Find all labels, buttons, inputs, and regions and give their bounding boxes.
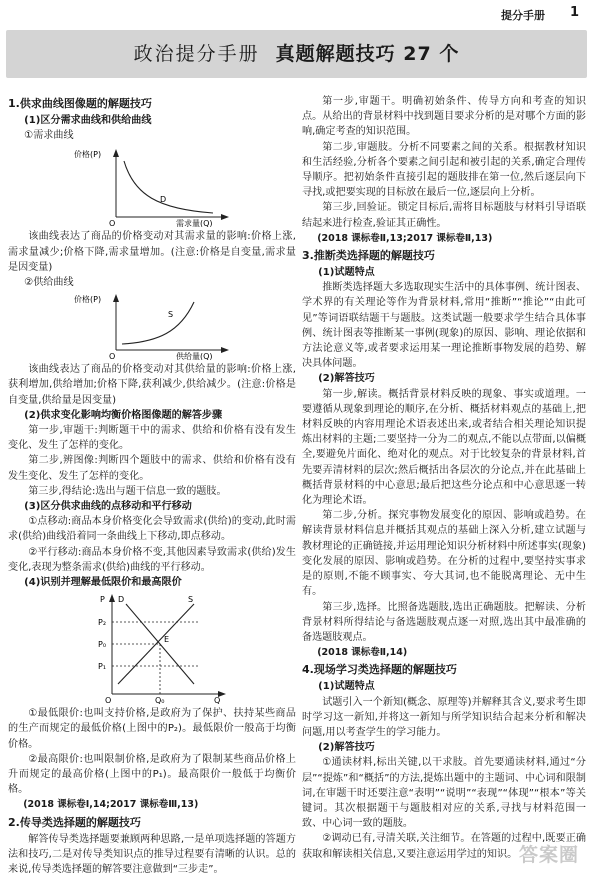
s4-sub1: (1)试题特点 [318, 681, 375, 693]
page-header [0, 0, 593, 28]
supply-label: ②供给曲线 [24, 277, 74, 289]
demand-origin: O [109, 219, 116, 228]
eq-xlabel: Q [214, 696, 221, 705]
min-price-text: ①最低限价:也叫支持价格,是政府为了保护、扶持某些商品的生产而规定的最低价格(上图中的P₂)。最低限价一般高于均衡价格。 [8, 708, 296, 750]
s3-step2: 第二步,分析。探究事物发展变化的原因、影响或趋势。在解读背景材料信息并概括其观点的基础上深入分析,建立试题与教材理论的正确链接,并运用理论知识分析材料中所述事实(现象)变化发展的原因、影响或趋势。在分析的过程中,要坚持实事求是的原则,不能不顾事实、夸大其词,也不能脱离理论、无中生有。 [302, 510, 586, 598]
watermark-logo: 答案圈 [518, 844, 579, 866]
r-step1: 第一步,审题干。明确初始条件、传导方向和考查的知识点。从给出的背景材料中找到题目要求分析的是对哪个方面的影响,确定考查的知识范围。 [302, 96, 586, 138]
eq-e-label: E [164, 635, 170, 645]
s1-point-move: ①点移动:商品本身价格变化会导致需求(供给)的变动,此时需求(供给)曲线沿着同一条曲线上下移动,即点移动。 [8, 516, 296, 543]
r-step3: 第三步,回验证。锁定目标后,需将目标题肢与材料引导语联结起来进行检查,验证其正确性。 [302, 202, 586, 229]
s1-step1: 第一步,审题干:判断题干中的需求、供给和价格有没有发生变化、发生了怎样的变化。 [8, 425, 296, 452]
demand-text: 该曲线表达了商品的价格变动对其需求量的影响:价格上涨,需求量减少;价格下降,需求量增加。(注意:价格是自变量,需求量是因变量) [8, 231, 296, 273]
s1-parallel-move: ②平行移动:商品本身价格不变,其他因素导致需求(供给)发生变化,表现为整条需求(供给)曲线的平行移动。 [8, 546, 296, 573]
supply-xlabel: 供给量(Q) [176, 352, 213, 361]
s1-sub2: (2)供求变化影响均衡价格图像题的解答步骤 [24, 409, 223, 421]
section-label: 提分手册 [501, 9, 545, 22]
eq-q0: Q₀ [155, 696, 165, 705]
s3-sub1: (1)试题特点 [318, 267, 375, 279]
banner-subtitle: 真题解题技巧 27 个 [275, 43, 460, 65]
eq-s-label: S [188, 595, 194, 605]
s4-tip1: ①通读材料,标出关键,以干求肢。首先要通读材料,通过“分层”“提炼”和“概括”的方法,提炼出题中的主题词、中心词和限制词,在审题干时还要注意“表明”“说明”“表现”“体现”“根本”等关键词。其次根据题干与题肢相对应的关系,寻找与材料范围一致、中心词一致的题肢。 [302, 757, 586, 830]
s1-sub1: (1)区分需求曲线和供给曲线 [24, 115, 152, 126]
equilibrium-price-chart [8, 592, 296, 704]
s1-citation: (2018 课标卷Ⅰ,14;2017 课标卷Ⅲ,13) [23, 799, 199, 811]
section-1-title: 1.供求曲线图像题的解题技巧 [8, 97, 152, 110]
s4-text1: 试题引入一个新知(概念、原理等)并解释其含义,要求考生即时学习这一新知,并将这一新知与所学知识结合起来分析和解决问题,用以考查学生的学习能力。 [302, 696, 586, 738]
section-3-title: 3.推断类选择题的解题技巧 [302, 249, 435, 263]
supply-origin: O [109, 352, 116, 361]
page-number: 1 [569, 5, 579, 20]
demand-curve-chart [8, 145, 296, 227]
banner-title: 政治提分手册 [133, 43, 260, 65]
eq-p2: P₂ [98, 618, 107, 628]
eq-p1: P₁ [98, 662, 107, 672]
r-citation-2: (2018 课标卷Ⅱ,14) [317, 647, 408, 659]
eq-d-label: D [118, 595, 125, 605]
s2-text: 解答传导类选择题要兼顾两种思路,一是单项选择题的答题方法和技巧,二是对传导类知识点的推导过程要有清晰的认识。总的来说,传导类选择题的解答要注意做到“三步走”。 [8, 833, 296, 876]
right-column [302, 94, 586, 862]
supply-text: 该曲线表达了商品的价格变动对其供给量的影响:价格上涨,获利增加,供给增加;价格下降,获利减少,供给减少。(注意:价格是自变量,供给量是因变量) [8, 364, 296, 406]
s1-sub4: (4)识别并理解最低限价和最高限价 [24, 577, 182, 589]
title-banner [6, 30, 587, 78]
s1-step3: 第三步,得结论:选出与题干信息一致的题肢。 [28, 485, 227, 497]
section-4-title: 4.现场学习类选择题的解题技巧 [302, 663, 457, 677]
s3-sub2: (2)解答技巧 [318, 373, 375, 385]
demand-label: ①需求曲线 [24, 130, 74, 142]
eq-p0: P₀ [98, 640, 107, 650]
r-citation-1: (2018 课标卷Ⅱ,13;2017 课标卷Ⅱ,13) [317, 232, 493, 244]
section-2-title: 2.传导类选择题的解题技巧 [8, 815, 141, 829]
demand-xlabel: 需求量(Q) [176, 219, 213, 228]
supply-curve-label: S [168, 310, 174, 320]
supply-curve-chart [8, 292, 296, 360]
demand-ylabel: 价格(P) [74, 150, 102, 160]
s4-tip2: ②调动已有,寻清关联,关注细节。在答题的过程中,既要正确获取和解读相关信息,又要注意运用学过的知识。 [302, 833, 586, 860]
s3-step1: 第一步,解读。概括背景材料反映的现象、事实或道理。一要遵循从现象到理论的顺序,在分析、概括材料观点的基础上,把材料反映的内容用理论术语表述出来,或者结合相关理论知识提炼出材料的主题;二要坚持一分为二的观点,不能以点带面,以偏概全,要避免片面化、绝对化的观点。对于比较复杂的背景材料,首先要弄清材料的层次;然后概括出各层次的分论点,并在此基础上概括背景材料的中心意思;最后把这些分论点和中心意思逐一转化为理论术语。 [302, 388, 586, 507]
left-column [8, 94, 296, 877]
demand-curve-label: D [160, 195, 167, 205]
eq-ylabel: P [100, 595, 105, 605]
eq-origin: O [105, 696, 112, 705]
s4-sub2: (2)解答技巧 [318, 742, 375, 754]
s1-step2: 第二步,辨图像:判断四个题肢中的需求、供给和价格有没有发生变化、发生了怎样的变化。 [8, 455, 296, 482]
s3-step3: 第三步,选择。比照备选题肢,选出正确题肢。把解读、分析背景材料所得结论与备选题肢观点逐一对照,选出其中最准确的备选题肢观点。 [302, 601, 586, 643]
supply-ylabel: 价格(P) [74, 295, 102, 305]
r-step2: 第二步,审题肢。分析不同要素之间的关系。根据教材知识和生活经验,分析各个要素之间引起和被引起的关系,确定合理传导顺序。把初始条件直接引起的题肢排在第一位,然后逐层向下寻找,或把要实现的目标放在最后一位,逐层向上分析。 [302, 141, 586, 199]
max-price-text: ②最高限价:也叫限制价格,是政府为了限制某些商品价格上升而规定的最高价格(上图中的P₁)。最高限价一般低于均衡价格。 [8, 753, 296, 796]
s3-text1: 推断类选择题大多选取现实生活中的具体事例、统计图表、学术界的有关理论等作为背景材料,常用“推断”“推论”“由此可见”等词语联结题干与题肢。这类试题一般要求学生结合具体事例、统计图表等推断某一事例(现象)的原因、影响、理论依据和方法论意义等,或者要求运用某一理论推断事物发展的趋势、解决具体问题。 [302, 282, 586, 370]
s1-sub3: (3)区分供求曲线的点移动和平行移动 [24, 501, 192, 513]
